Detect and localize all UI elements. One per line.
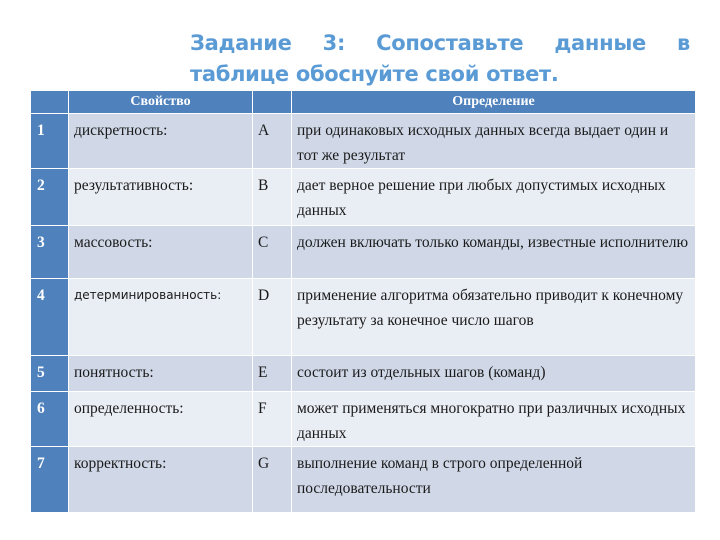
definition-cell: дает верное решение при любых допустимых исходных данных — [292, 169, 696, 226]
letter-cell: F — [253, 392, 292, 447]
row-number: 5 — [31, 356, 69, 392]
row-number: 4 — [31, 279, 69, 356]
row-number: 2 — [31, 169, 69, 226]
header-letter — [253, 91, 292, 114]
definition-cell: применение алгоритма обязательно приводит к конечному результату за конечное число шагов — [292, 279, 696, 356]
letter-cell: A — [253, 114, 292, 169]
table-row — [31, 226, 696, 279]
property-cell: детерминированность: — [69, 279, 253, 356]
matching-table — [30, 90, 696, 513]
property-cell: дискретность: — [69, 114, 253, 169]
task-title — [190, 28, 690, 90]
header-num — [31, 91, 69, 114]
letter-cell: C — [253, 226, 292, 279]
letter-cell: D — [253, 279, 292, 356]
row-number: 6 — [31, 392, 69, 447]
property-cell: результативность: — [69, 169, 253, 226]
property-cell: корректность: — [69, 447, 253, 513]
row-number: 7 — [31, 447, 69, 513]
title-line-1: Задание 3: Сопоставьте данные в — [190, 31, 690, 55]
letter-cell: G — [253, 447, 292, 513]
row-number: 1 — [31, 114, 69, 169]
property-cell: понятность: — [69, 356, 253, 392]
definition-cell: состоит из отдельных шагов (команд) — [292, 356, 696, 392]
table-row — [31, 447, 696, 513]
table-header-row — [31, 91, 696, 114]
definition-cell: должен включать только команды, известные исполнителю — [292, 226, 696, 279]
header-property: Свойство — [69, 91, 253, 114]
definition-cell: выполнение команд в строго определенной последовательности — [292, 447, 696, 513]
table-row — [31, 356, 696, 392]
header-definition: Определение — [292, 91, 696, 114]
property-cell: массовость: — [69, 226, 253, 279]
row-number: 3 — [31, 226, 69, 279]
table-row — [31, 169, 696, 226]
letter-cell: E — [253, 356, 292, 392]
letter-cell: B — [253, 169, 292, 226]
title-line-2: таблице обоснуйте свой ответ. — [190, 62, 559, 86]
definition-cell: может применяться многократно при различных исходных данных — [292, 392, 696, 447]
definition-cell: при одинаковых исходных данных всегда выдает один и тот же результат — [292, 114, 696, 169]
table-row — [31, 114, 696, 169]
property-cell: определенность: — [69, 392, 253, 447]
table-row — [31, 279, 696, 356]
table-row — [31, 392, 696, 447]
